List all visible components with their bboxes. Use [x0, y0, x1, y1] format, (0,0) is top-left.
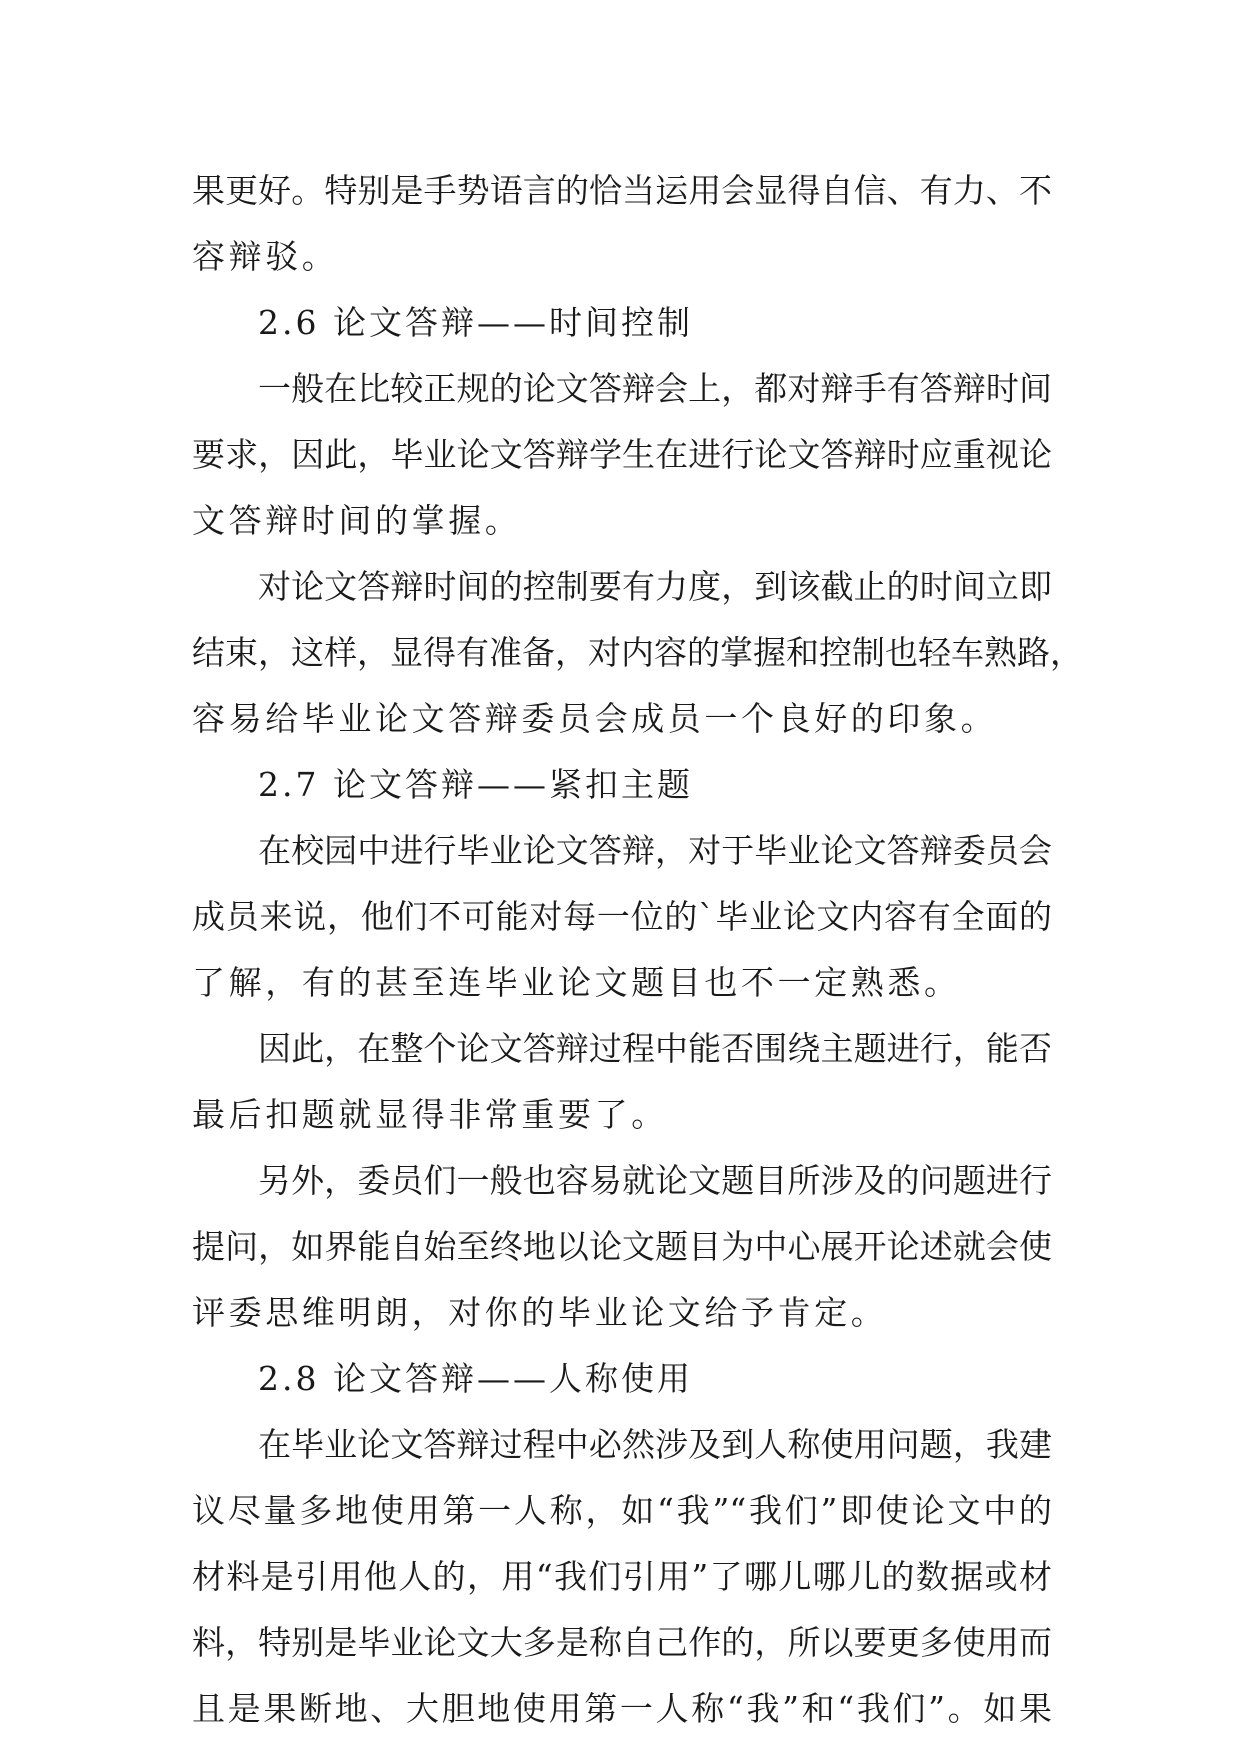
text-line: 对论文答辩时间的控制要有力度，到该截止的时间立即	[258, 567, 1052, 606]
text-line: 容易给毕业论文答辩委员会成员一个良好的印象。	[192, 699, 998, 738]
text-line: 成员来说，他们不可能对每一位的`毕业论文内容有全面的	[192, 897, 1052, 936]
text-line: 材料是引用他人的，用“我们引用”了哪儿哪儿的数据或材	[192, 1557, 1052, 1596]
text-line: 提问，如界能自始至终地以论文题目为中心展开论述就会使	[192, 1227, 1052, 1266]
text-line: 在校园中进行毕业论文答辩，对于毕业论文答辩委员会	[258, 831, 1052, 870]
body-text	[192, 158, 1083, 1742]
text-line: 另外，委员们一般也容易就论文题目所涉及的问题进行	[258, 1161, 1052, 1200]
text-line: 了解，有的甚至连毕业论文题目也不一定熟悉。	[192, 963, 961, 1002]
section-heading: 2.7 论文答辩——紧扣主题	[258, 765, 693, 804]
text-line: 议尽量多地使用第一人称，如“我”“我们”即使论文中的	[192, 1491, 1052, 1530]
text-line: 评委思维明朗，对你的毕业论文给予肯定。	[192, 1293, 888, 1332]
text-line: 容辩驳。	[192, 237, 339, 276]
text-line: 要求，因此，毕业论文答辩学生在进行论文答辩时应重视论	[192, 435, 1052, 474]
text-line: 且是果断地、大胆地使用第一人称“我”和“我们”。如果	[192, 1689, 1052, 1728]
text-line: 结束，这样，显得有准备，对内容的掌握和控制也轻车熟路，	[192, 633, 1083, 672]
section-heading: 2.6 论文答辩——时间控制	[258, 303, 693, 342]
text-line: 一般在比较正规的论文答辩会上，都对辩手有答辩时间	[258, 369, 1052, 408]
section-heading: 2.8 论文答辩——人称使用	[258, 1359, 693, 1398]
text-line: 因此，在整个论文答辩过程中能否围绕主题进行，能否	[258, 1029, 1052, 1068]
text-line: 在毕业论文答辩过程中必然涉及到人称使用问题，我建	[258, 1425, 1052, 1464]
text-line: 最后扣题就显得非常重要了。	[192, 1095, 668, 1134]
text-line: 果更好。特别是手势语言的恰当运用会显得自信、有力、不	[192, 171, 1052, 210]
text-line: 文答辩时间的掌握。	[192, 501, 522, 540]
text-line: 料，特别是毕业论文大多是称自己作的，所以要更多使用而	[192, 1623, 1052, 1662]
